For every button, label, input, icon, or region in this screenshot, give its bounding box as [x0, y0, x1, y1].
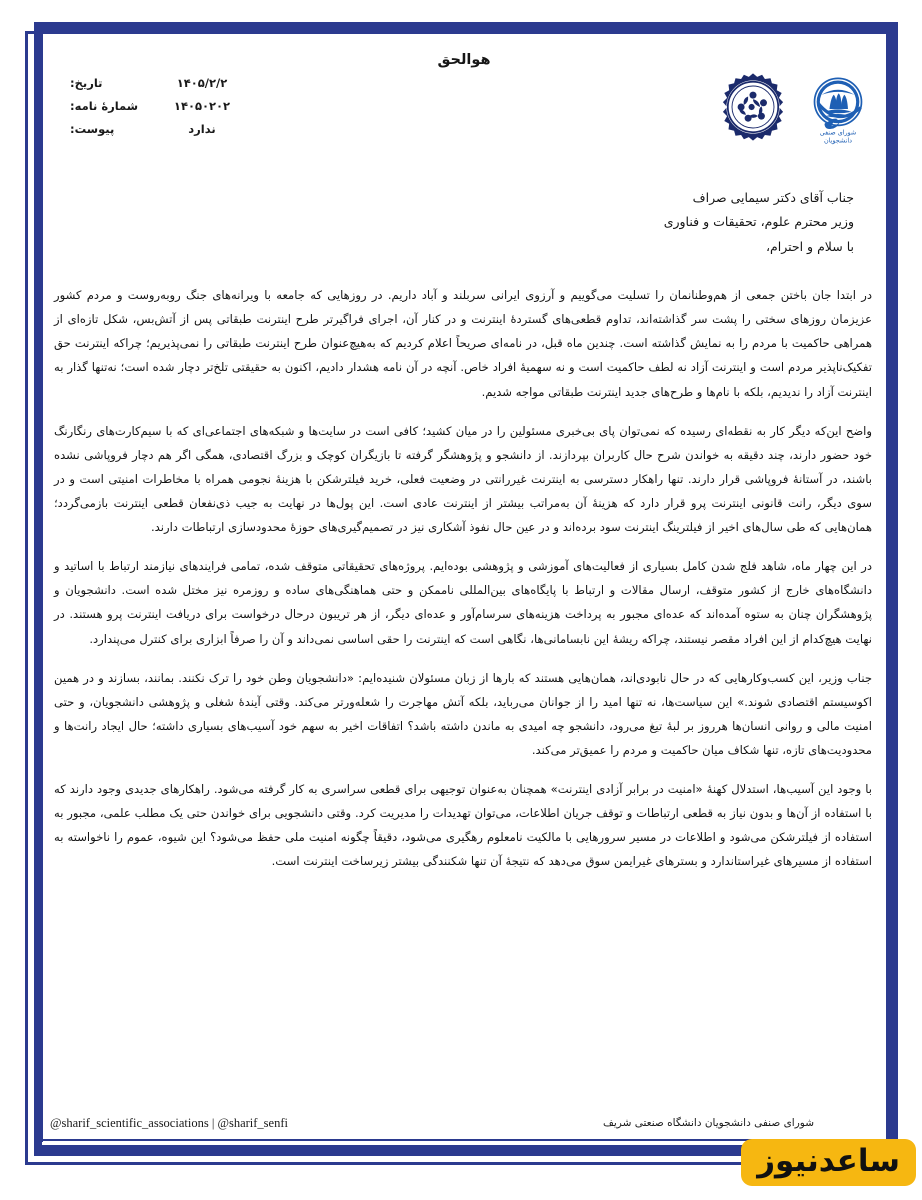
meta-row-attachment	[70, 122, 250, 145]
watermark-badge: ساعدنیوز	[741, 1139, 916, 1186]
sharif-university-logo	[716, 72, 788, 146]
meta-value-letter-number: ۱۴۰۵۰۲۰۲	[173, 99, 231, 113]
meta-value-date: ۱۴۰۵/۲/۲	[176, 76, 228, 90]
body-paragraph-2: واضح این‌که دیگر کار به نقطه‌ای رسیده که نمی‌توان پای بی‌خبری مسئولین را در میان کشید؛ کافی است در سایت‌ها و شبکه‌های اجتماعی‌ای که با سیم‌کارت‌های رنگارنگ خود حضور دارند، چند دقیقه به خواندن شرح حال کاربران بپردازند. از دانشجو و پژوهشگر گرفته تا بازیگران کوچک و بزرگ اقتصادی، همگی اگر هم دچار فروپاشی نشده باشند، در آستانۀ فروپاشی قرار دارند. تنها راهکار دسترسی به اینترنت غیررانتی در وضعیت فعلی، خرید فیلترشکن با هزینۀ نجومی همراه با مخاطرات امنیتی است و در سوی دیگر، رانت قانونی اینترنت پرو قرار دارد که هزینۀ آن به‌مراتب بیشتر از اینترنت عادی است. این پول‌ها در نهایت به جیب ذی‌نفعان قطعی اینترنت بازمی‌گردد؛ همان‌هایی که طی سال‌های اخیر از فیلترینگ اینترنت سود برده‌اند و در عین حال نفوذ آشکاری نیز در تصمیم‌گیری‌های حوزۀ محدودسازی ارتباطات دارند.	[54, 423, 872, 535]
body-paragraph-5: با وجود این آسیب‌ها، استدلال کهنۀ «امنیت در برابر آزادی اینترنت» همچنان به‌عنوان توجیهی برای قطعی سراسری به کار گرفته می‌شود. راهکارهای جدیدی وجود دارند که با استفاده از آن‌ها و بدون نیاز به قطعی ارتباطات و توقف جریان اطلاعات، می‌توان تهدیدات را مدیریت کرد. وقتی دانشجویی برای خواندن حتی یک مطلب علمی، مجبور به استفاده از فیلترشکن می‌شود و اطلاعات در مسیر سرورهایی با مالکیت نامعلوم رهگیری می‌شود، دقیقاً چگونه امنیت ملی حفظ می‌شود؟ این شیوه، عموم را ناخواسته به استفاده از مسیرهای غیراستاندارد و بسترهای غیرایمن سوق می‌دهد که نتیجۀ آن تنها شکنندگی بیشتر زیرساخت اینترنت است.	[54, 782, 872, 869]
meta-label-date: تاریخ:	[70, 76, 103, 90]
letter-header	[48, 70, 880, 178]
meta-row-letter-number	[70, 99, 250, 122]
meta-label-attachment: پیوست:	[70, 122, 115, 136]
meta-label-letter-number: شمارۀ نامه:	[70, 99, 139, 113]
footer-social-handles[interactable]: @sharif_scientific_associations | @sharif_senfi	[50, 1116, 288, 1130]
letter-meta	[70, 76, 250, 145]
meta-row-date	[70, 76, 250, 99]
svg-text:دانشجویان: دانشجویان	[824, 136, 852, 145]
footer-organization: شورای صنفی دانشجویان دانشگاه صنعتی شریف	[602, 1117, 814, 1129]
addressee-block	[48, 186, 854, 259]
svg-text:شورای صنفی: شورای صنفی	[819, 128, 857, 137]
body-paragraph-4: جناب وزیر، این کسب‌وکارهایی که در حال نابودی‌اند، همان‌هایی هستند که بارها از زبان مسئولان شنیده‌ایم: «دانشجویان وطن خود را ترک نکنند. بمانند، بسازند و در همین اکوسیستم اقتصادی شوند.» این سیاست‌ها، نه تنها امید را از جوانان می‌رباید، بلکه آتش مهاجرت را شعله‌ورتر می‌کند. وقتی آیندۀ شغلی و پژوهشی دانشجویان، و حتی امنیت مالی و روانی انسان‌ها هرروز بر لبۀ تیغ می‌رود، دانشجو چه امیدی به ماندن داشته باشد؟ اتفاقات اخیر به سهم خود آسیب‌های بسیاری داشته؛ حال ایجاد رانت‌ها و محدودیت‌های تازه، تنها شکاف میان حاکمیت و مردم را عمیق‌تر می‌کند.	[54, 670, 872, 757]
addressee-line-greeting: با سلام و احترام،	[765, 238, 854, 254]
meta-value-attachment: ندارد	[188, 122, 216, 136]
body-paragraph-3: در این چهار ماه، شاهد فلج شدن کامل بسیاری از فعالیت‌های آموزشی و پژوهشی بوده‌ایم. پروژه‌های تحقیقاتی متوقف شده، تمامی فرایندهای نیازمند ارتباط با اساتید و دانشگاه‌های خارج از کشور متوقف، ارسال مقالات و ارتباط با پایگاه‌های بین‌المللی ناممکن و حتی هماهنگی‌های ساده و روزمره نیز مختل شده است. دانشجویان و پژوهشگران چنان به ستوه آمده‌اند که عده‌ای مجبور به پرداخت هزینه‌های سرسام‌آور و عده‌ای دیگر، از هر تریبون درحال درخواست برای دریافت اینترنت پرو هستند. در نهایت هیچ‌کدام از این افراد مقصر نیستند، چراکه ریشۀ این نابسامانی‌ها، نگاهی است که اینترنت را حقی اساسی نمی‌داند و آن را صرفاً ابزاری برای کنترل می‌پندارد.	[54, 559, 872, 646]
letter-body	[48, 283, 880, 873]
page-title: هوالحق	[437, 52, 491, 68]
header-logos	[716, 72, 874, 146]
page-content	[48, 44, 880, 1140]
student-guild-council-logo	[802, 72, 874, 146]
addressee-line-name: جناب آقای دکتر سیمایی صراف	[692, 190, 854, 205]
body-paragraph-1: در ابتدا جان باختن جمعی از هم‌وطنانمان را تسلیت می‌گوییم و آرزوی ایرانی سربلند و آباد داریم. در روزهایی که جامعه با ویرانه‌های جنگ روبه‌روست و مردم کشور عزیزمان روزهای سختی را پشت سر گذاشته‌اند، تداوم قطعی‌های گستردۀ اینترنت و در کنار آن، اجرای فراگیرتر طرح اینترنت طبقاتی پس از آتش‌بس، شکل تازه‌ای از همراهی حاکمیت با مردم را به نمایش گذاشته است. چندین ماه قبل، در نامه‌ای صریحاً اعلام کردیم که به‌هیچ‌عنوان طرح اینترنت طبقاتی را نمی‌پذیریم؛ چراکه اینترنت حق تفکیک‌ناپذیر مردم است و اینترنت آزاد نه لطف حاکمیت است و نه سهمیۀ افراد خاص. آنچه در آن نامه هشدار دادیم، اکنون به حقیقتی تلخ‌تر دچار شده است؛ نه‌تنها گذار به اینترنت آزاد را ندیدیم، بلکه با نام‌ها و طرح‌های جدید اینترنت طبقاتی مواجه شدیم.	[54, 288, 872, 399]
addressee-line-role: وزیر محترم علوم، تحقیقات و فناوری	[663, 214, 854, 230]
